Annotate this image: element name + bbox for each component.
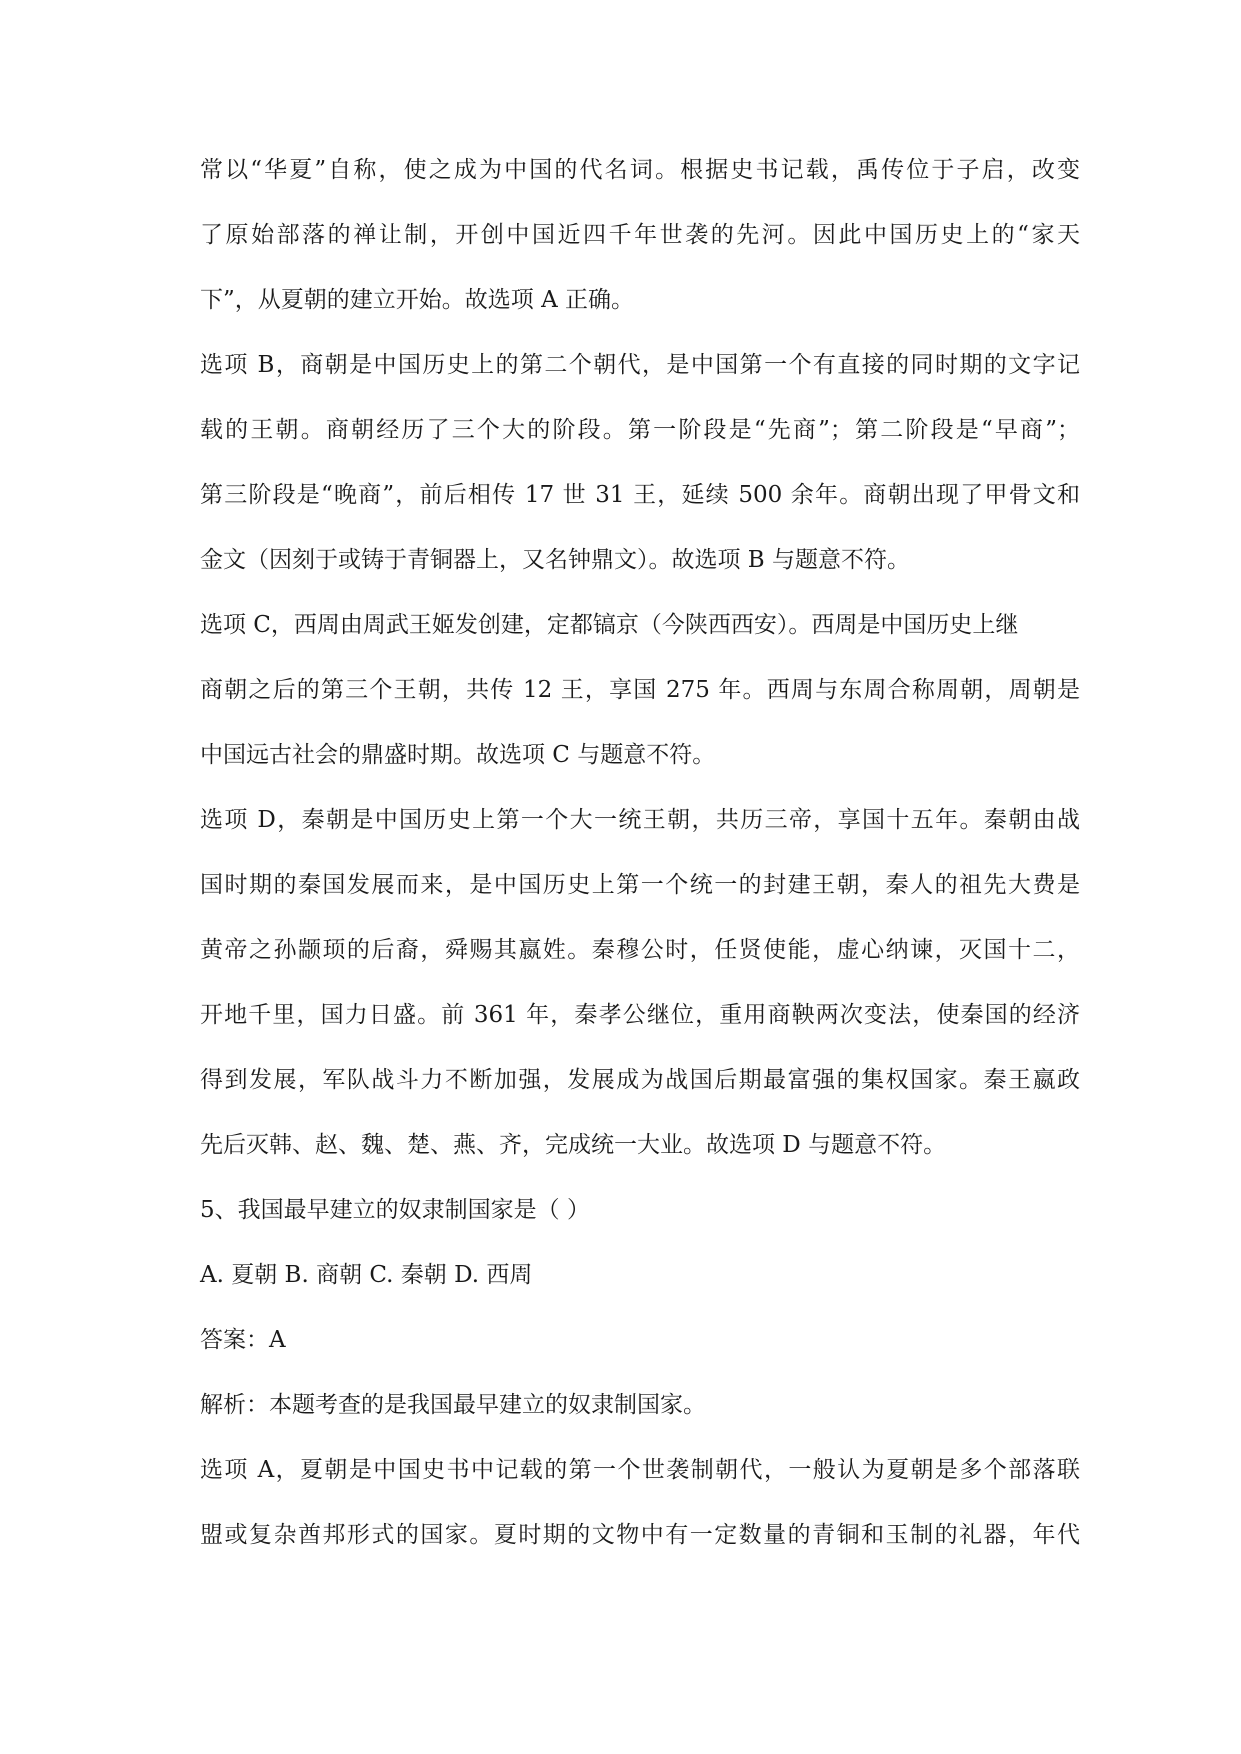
text-line: 选项 D，秦朝是中国历史上第一个大一统王朝，共历三帝，享国十五年。秦朝由战 [200, 807, 1080, 833]
document-body [200, 138, 1080, 1568]
text-line: 选项 C，西周由周武王姬发创建，定都镐京（今陕西西安）。西周是中国历史上继 [200, 612, 1019, 638]
text-line: 金文（因刻于或铸于青铜器上，又名钟鼎文）。故选项 B 与题意不符。 [200, 547, 911, 573]
text-line: 商朝之后的第三个王朝，共传 12 王，享国 275 年。西周与东周合称周朝，周朝是 [200, 677, 1080, 703]
text-line: 选项 A，夏朝是中国史书中记载的第一个世袭制朝代，一般认为夏朝是多个部落联 [200, 1457, 1080, 1483]
text-line: 载的王朝。商朝经历了三个大的阶段。第一阶段是“先商”；第二阶段是“早商”； [200, 417, 1080, 443]
text-line: 下”，从夏朝的建立开始。故选项 A 正确。 [200, 287, 634, 313]
question-options: A. 夏朝 B. 商朝 C. 秦朝 D. 西周 [200, 1262, 533, 1288]
text-line: 了原始部落的禅让制，开创中国近四千年世袭的先河。因此中国历史上的“家天 [200, 222, 1080, 248]
question-title: 5、我国最早建立的奴隶制国家是（ ） [200, 1197, 590, 1223]
answer-line: 答案：A [200, 1327, 286, 1353]
text-line: 盟或复杂酋邦形式的国家。夏时期的文物中有一定数量的青铜和玉制的礼器，年代 [200, 1522, 1080, 1548]
text-line: 黄帝之孙颛顼的后裔，舜赐其嬴姓。秦穆公时，任贤使能，虚心纳谏，灭国十二， [200, 937, 1080, 963]
text-line: 国时期的秦国发展而来，是中国历史上第一个统一的封建王朝，秦人的祖先大费是 [200, 872, 1080, 898]
text-line: 开地千里，国力日盛。前 361 年，秦孝公继位，重用商鞅两次变法，使秦国的经济 [200, 1002, 1080, 1028]
text-line: 中国远古社会的鼎盛时期。故选项 C 与题意不符。 [200, 742, 716, 768]
analysis-line: 解析：本题考查的是我国最早建立的奴隶制国家。 [200, 1392, 706, 1418]
text-line: 常以“华夏”自称，使之成为中国的代名词。根据史书记载，禹传位于子启，改变 [200, 157, 1080, 183]
text-line: 第三阶段是“晚商”，前后相传 17 世 31 王，延续 500 余年。商朝出现了甲骨文和 [200, 482, 1080, 508]
text-line: 先后灭韩、赵、魏、楚、燕、齐，完成统一大业。故选项 D 与题意不符。 [200, 1132, 947, 1158]
text-line: 得到发展，军队战斗力不断加强，发展成为战国后期最富强的集权国家。秦王嬴政 [200, 1067, 1080, 1093]
text-line: 选项 B，商朝是中国历史上的第二个朝代，是中国第一个有直接的同时期的文字记 [200, 352, 1080, 378]
